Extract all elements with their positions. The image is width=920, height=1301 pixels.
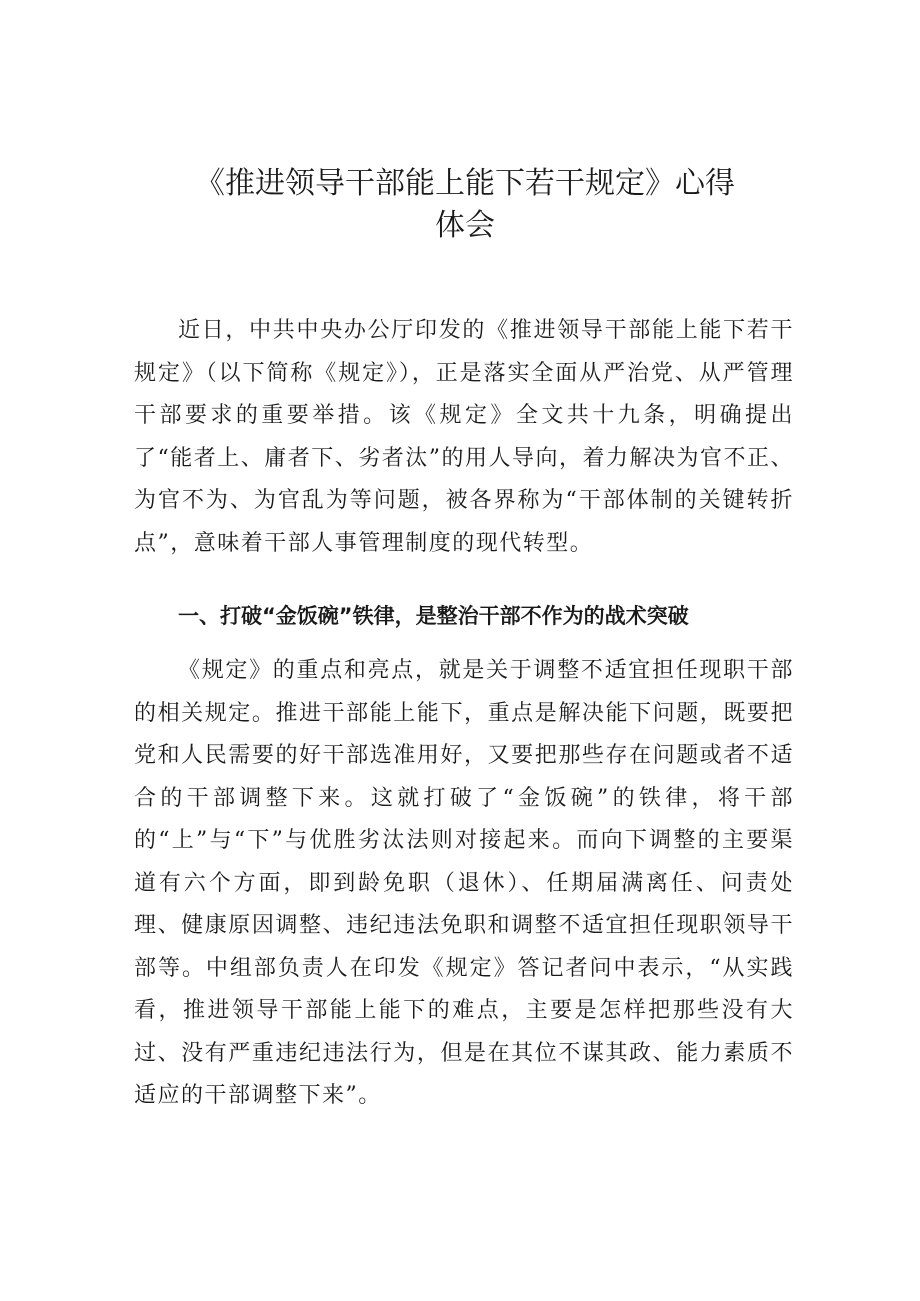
paragraph-section-1: 《规定》的重点和亮点，就是关于调整不适宜担任现职干部的相关规定。推进干部能上能下，重点是解决能下问题，既要把党和人民需要的好干部选准用好，又要把那些存在问题或者不适合的干部调整下来。这就打破了“金饭碗”的铁律，将干部的“上”与“下”与优胜劣汰法则对接起来。而向下调整的主要渠道有六个方面，即到龄免职（退休）、任期届满离任、问责处理、健康原因调整、违纪违法免职和调整不适宜担任现职领导干部等。中组部负责人在印发《规定》答记者问中表示，“从实践看，推进领导干部能上能下的难点，主要是怎样把那些没有大过、没有严重违纪违法行为，但是在其位不谋其政、能力素质不适应的干部调整下来”。 [134,658,794,1108]
title-line-2: 体会 [435,208,495,243]
paragraph-intro: 近日，中共中央办公厅印发的《推进领导干部能上能下若干规定》（以下简称《规定》），正是落实全面从严治党、从严管理干部要求的重要举措。该《规定》全文共十九条，明确提出了“能者上、庸者下、劣者汰”的用人导向，着力解决为官不正、为官不为、为官乱为等问题，被各界称为“干部体制的关键转折点”，意味着干部人事管理制度的现代转型。 [134,318,794,556]
title-line-1: 《推进领导干部能上能下若干规定》心得 [195,166,735,201]
section-heading-1: 一、打破“金饭碗”铁律，是整治干部不作为的战术突破 [178,604,689,628]
document-title [120,163,810,247]
